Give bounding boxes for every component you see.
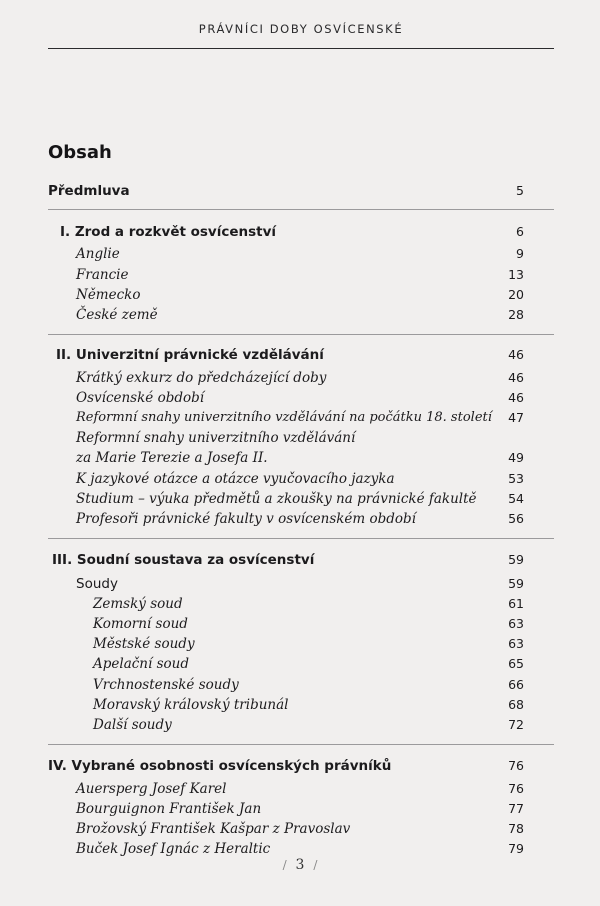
toc-entry	[0, 265, 600, 285]
toc-entry-predmluva	[0, 181, 600, 201]
toc-entry-page: 68	[508, 697, 524, 712]
toc-entry-page: 53	[508, 471, 524, 486]
toc-entry-page: 65	[508, 656, 524, 671]
toc-entry-label: Profesoři právnické fakulty v osvícenském období	[76, 511, 417, 527]
toc-entry-page: 13	[508, 267, 524, 282]
toc-chapter-3	[0, 550, 600, 570]
toc-entry-page: 5	[516, 183, 524, 198]
toc-entry-label: Moravský královský tribunál	[93, 697, 289, 713]
toc-entry-page: 9	[516, 246, 524, 261]
toc-entry-label: Osvícenské období	[76, 390, 205, 406]
toc-entry-label: IV. Vybrané osobnosti osvícenských právníků	[48, 758, 392, 774]
toc-entry-page: 46	[508, 347, 524, 362]
toc-entry	[0, 819, 600, 839]
toc-entry-label: České země	[76, 307, 158, 323]
toc-entry	[0, 388, 600, 408]
section-divider	[48, 209, 554, 210]
toc-entry-label: Vrchnostenské soudy	[93, 677, 239, 693]
section-divider	[48, 538, 554, 539]
page-number	[0, 857, 600, 873]
page-number-value: 3	[295, 857, 305, 873]
toc-entry	[0, 448, 600, 468]
toc-entry-page: 61	[508, 596, 524, 611]
toc-chapter-1	[0, 222, 600, 242]
section-divider	[48, 744, 554, 745]
toc-entry-label: Předmluva	[48, 183, 130, 199]
toc-entry-label: Reformní snahy univerzitního vzdělávání na počátku 18. století	[76, 410, 492, 425]
toc-entry-label: Komorní soud	[93, 616, 188, 632]
toc-entry-label: Anglie	[76, 246, 120, 262]
toc-entry	[0, 285, 600, 305]
toc-entry	[0, 469, 600, 489]
toc-entry-page: 72	[508, 717, 524, 732]
toc-entry-page: 28	[508, 307, 524, 322]
toc-entry	[0, 509, 600, 529]
toc-entry	[0, 779, 600, 799]
toc-entry	[0, 695, 600, 715]
toc-entry-label: za Marie Terezie a Josefa II.	[76, 450, 268, 466]
header-rule	[48, 48, 554, 49]
toc-entry	[0, 368, 600, 388]
toc-entry	[0, 839, 600, 859]
toc-entry-label: Auersperg Josef Karel	[76, 781, 227, 797]
toc-entry-label: Soudy	[76, 576, 118, 592]
section-divider	[48, 334, 554, 335]
toc-entry-label: Zemský soud	[93, 596, 183, 612]
toc-entry	[0, 675, 600, 695]
toc-chapter-2	[0, 345, 600, 365]
toc-entry-label: Reformní snahy univerzitního vzdělávání	[76, 430, 356, 446]
toc-entry-label: Městské soudy	[93, 636, 195, 652]
toc-entry-label: I. Zrod a rozkvět osvícenství	[60, 224, 277, 240]
toc-entry-label: Brožovský František Kašpar z Pravoslav	[76, 821, 351, 837]
toc-entry-label: Studium – výuka předmětů a zkoušky na právnické fakultě	[76, 491, 477, 507]
toc-entry	[0, 428, 600, 448]
toc-entry	[0, 574, 600, 594]
toc-entry-page: 78	[508, 821, 524, 836]
toc-entry-page: 77	[508, 801, 524, 816]
toc-entry-label: Buček Josef Ignác z Heraltic	[76, 841, 271, 857]
page-number-slash: /	[313, 858, 318, 872]
toc-entry	[0, 305, 600, 325]
toc-entry-label: Německo	[76, 287, 141, 303]
running-head: PRÁVNÍCI DOBY OSVÍCENSKÉ	[198, 22, 404, 36]
toc-entry-page: 76	[508, 758, 524, 773]
toc-entry-page: 6	[516, 224, 524, 239]
toc-entry-page: 66	[508, 677, 524, 692]
toc-entry	[0, 614, 600, 634]
toc-entry-page: 59	[508, 576, 524, 591]
toc-entry-label: Francie	[76, 267, 129, 283]
toc-entry	[0, 799, 600, 819]
toc-entry-label: Krátký exkurz do předcházející doby	[76, 370, 327, 386]
toc-entry	[0, 489, 600, 509]
toc-entry-label: III. Soudní soustava za osvícenství	[52, 552, 315, 568]
toc-entry-label: Apelační soud	[93, 656, 190, 672]
toc-entry-page: 47	[508, 410, 524, 425]
toc-chapter-4	[0, 756, 600, 776]
toc-title: Obsah	[48, 142, 112, 163]
toc-entry-page: 63	[508, 636, 524, 651]
toc-entry-page: 79	[508, 841, 524, 856]
toc-entry-page: 56	[508, 511, 524, 526]
toc-entry	[0, 634, 600, 654]
toc-entry-page: 63	[508, 616, 524, 631]
toc-entry-page: 49	[508, 450, 524, 465]
toc-entry-page: 59	[508, 552, 524, 567]
toc-entry	[0, 244, 600, 264]
toc-entry	[0, 408, 600, 428]
toc-entry-label: K jazykové otázce a otázce vyučovacího jazyka	[76, 471, 395, 487]
toc-entry-page: 46	[508, 390, 524, 405]
page-number-slash: /	[282, 858, 287, 872]
toc-entry-page: 46	[508, 370, 524, 385]
toc-entry-page: 20	[508, 287, 524, 302]
toc-entry	[0, 654, 600, 674]
toc-entry-page: 54	[508, 491, 524, 506]
toc-entry	[0, 715, 600, 735]
toc-entry-page: 76	[508, 781, 524, 796]
toc-entry	[0, 594, 600, 614]
toc-entry-label: II. Univerzitní právnické vzdělávání	[56, 347, 324, 363]
toc-entry-label: Další soudy	[93, 717, 172, 733]
toc-entry-label: Bourguignon František Jan	[76, 801, 262, 817]
